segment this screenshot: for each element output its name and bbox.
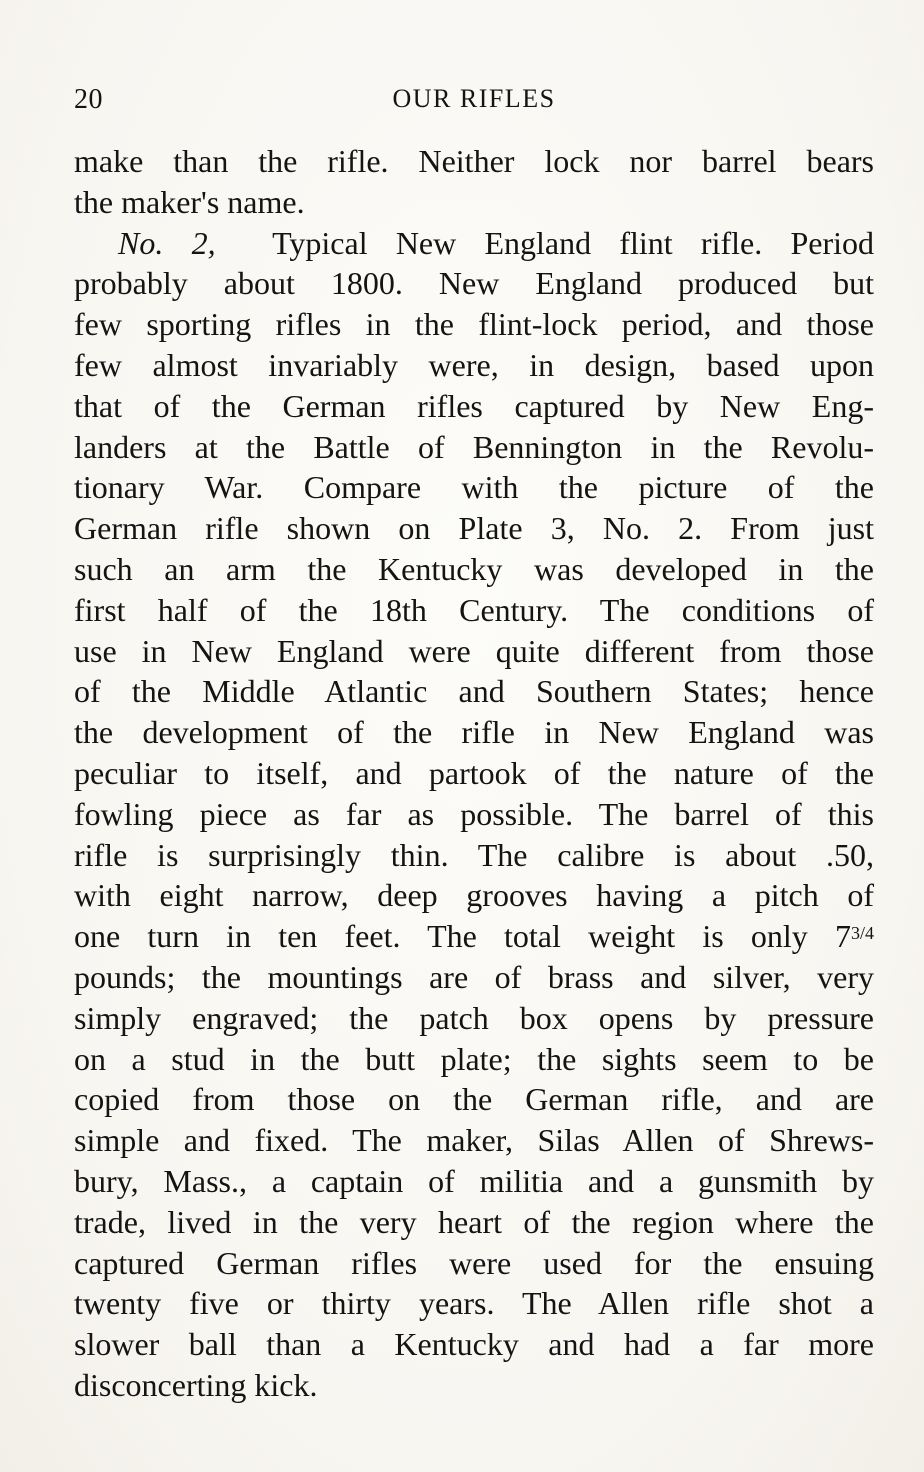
text-line: the maker's name. [74,183,305,220]
text-line: captured German rifles were used for the ensuing [74,1244,874,1281]
text-line: trade, lived in the very heart of the region where the [74,1203,874,1240]
text-line: German rifle shown on Plate 3, No. 2. From just [74,510,874,547]
text-line: landers at the Battle of Bennington in the Revolu- [74,428,874,465]
running-head: OUR RIFLES [392,84,556,113]
text-line: of the Middle Atlantic and Southern States; hence [74,673,874,710]
text-line: tionary War. Compare with the picture of the [74,469,874,506]
fraction: 3/4 [850,923,874,944]
text-line: one turn in ten feet. The total weight is only 7 [74,918,851,955]
text-line: peculiar to itself, and partook of the nature of the [74,754,874,791]
text-line: Typical New England flint rifle. Period [272,224,875,261]
page-header [74,84,874,124]
text-line: simply engraved; the patch box opens by pressure [74,999,874,1036]
text-line: that of the German rifles captured by New Eng- [74,387,874,424]
text-line: such an arm the Kentucky was developed in the [74,550,874,587]
text-line: twenty five or thirty years. The Allen rifle shot a [74,1285,874,1322]
plate-item-label: No. 2, [118,224,216,261]
text-line: copied from those on the German rifle, and are [74,1081,874,1118]
text-line: probably about 1800. New England produced but [74,265,874,302]
text-line: first half of the 18th Century. The conditions of [74,591,874,628]
text-line: make than the rifle. Neither lock nor barrel bears [74,143,874,179]
text-line: bury, Mass., a captain of militia and a gunsmith by [74,1162,874,1199]
text-line: slower ball than a Kentucky and had a far more [74,1326,874,1363]
text-line: on a stud in the butt plate; the sights seem to be [74,1040,874,1077]
text-line: pounds; the mountings are of brass and silver, very [74,958,874,995]
text-line: with eight narrow, deep grooves having a pitch of [74,877,874,914]
text-line: use in New England were quite different from those [74,632,874,669]
page-number: 20 [74,84,103,115]
text-line: simple and fixed. The maker, Silas Allen of Shrews- [74,1122,874,1159]
text-line: the development of the rifle in New England was [74,714,874,751]
text-line: rifle is surprisingly thin. The calibre is about .50, [74,836,874,873]
text-line: few sporting rifles in the flint-lock period, and those [74,306,874,343]
text-line: disconcerting kick. [74,1366,318,1403]
paragraph-start-line [74,223,874,264]
text-line: few almost invariably were, in design, based upon [74,346,874,383]
text-line-with-fraction [74,916,874,957]
body-text [74,141,874,1406]
text-line: fowling piece as far as possible. The barrel of this [74,795,874,832]
